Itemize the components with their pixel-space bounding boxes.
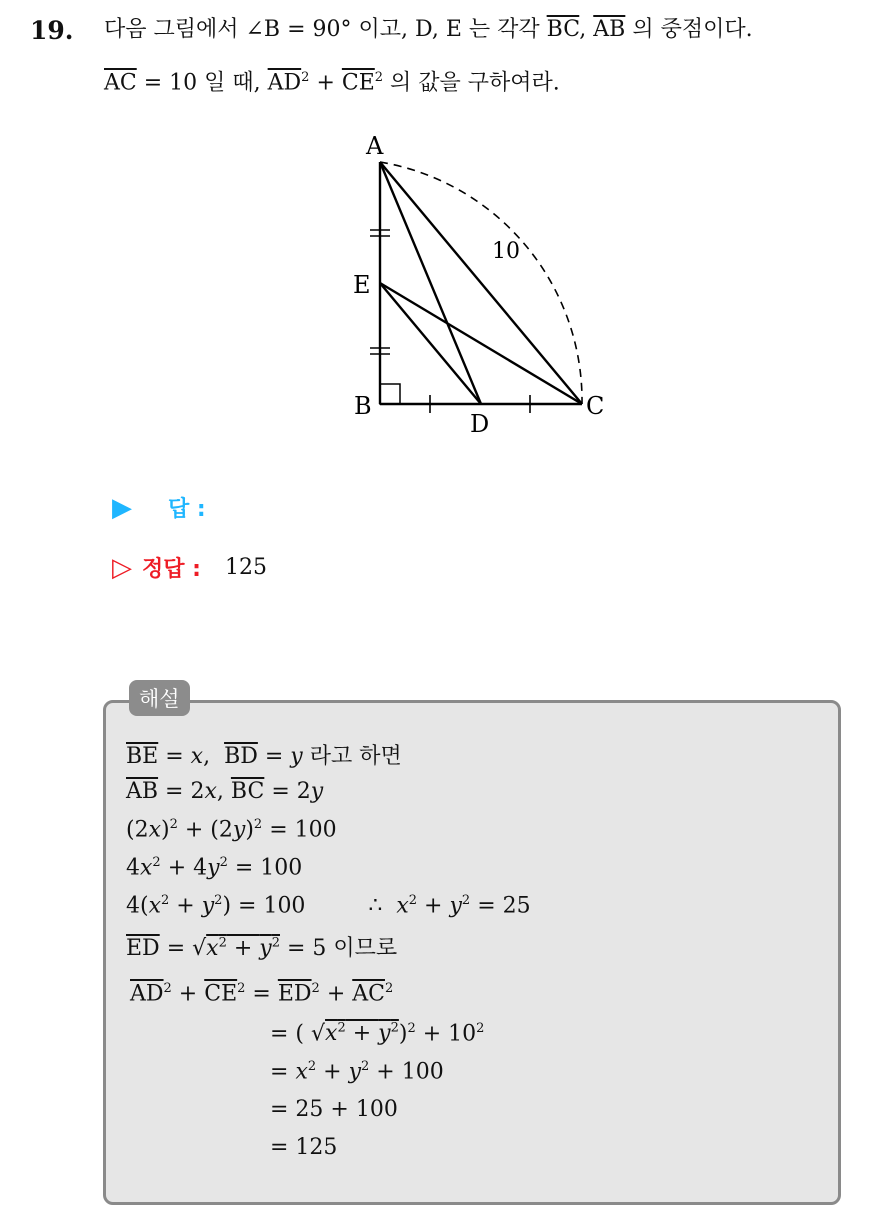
segment-ce xyxy=(380,283,582,404)
solution-line-8: = ( $√x^2 + y^2)^2 + 10^2$ xyxy=(270,1021,485,1047)
segment-ad xyxy=(380,162,481,404)
label-a: A xyxy=(366,132,384,160)
solution-line-4: $4x^2 + 4y^2 = 100$ xyxy=(126,855,303,881)
problem-line-1: 다음 그림에서 ∠B = 90° 이고, D, E 는 각각 $\overline{BC}$, $\overline{AB}$ 의 중점이다. xyxy=(104,17,753,42)
solution-line-9: = $x^2 + y^2 + 100$ xyxy=(270,1059,444,1085)
solution-line-3: $(2x)^2 + (2y)^2 = 100$ xyxy=(126,817,337,843)
solution-line-2: $\overline{AB} = 2x$, $\overline{BC} = 2y$ xyxy=(126,779,324,804)
correct-label: 정답 : xyxy=(142,557,201,582)
segment-ed xyxy=(380,283,481,404)
solution-line-6: $\overline{ED} = √x^2 + y^2 = 5$ 이므로 xyxy=(126,935,398,961)
solution-line-5: $4(x^2 + y^2) = 100$ ∴ $x^2 + y^2 = 25$ xyxy=(126,893,531,919)
play-triangle-icon: ▶ xyxy=(112,492,132,523)
solution-line-1: $\overline{BE} = x$, $\overline{BD} = y$ 라고 하면 xyxy=(126,744,402,769)
outline-triangle-icon: ▷ xyxy=(112,552,132,583)
problem-line-2: $\overline{AC} = 10$ 일 때, $\overline{AD}^2 + \overline{CE}^2$ 의 값을 구하여라. xyxy=(104,70,560,96)
label-d: D xyxy=(470,410,490,438)
solution-line-11: = 125 xyxy=(270,1135,338,1160)
label-c: C xyxy=(586,392,605,420)
answer-row xyxy=(112,492,220,523)
correct-value: 125 xyxy=(224,555,267,580)
solution-line-7: $\overline{AD}^2 + \overline{CE}^2 = \overline{ED}^2 + \overline{AC}^2$ xyxy=(130,981,394,1007)
label-e: E xyxy=(353,271,371,299)
label-b: B xyxy=(354,392,372,420)
answer-label: 답 : xyxy=(168,497,206,522)
solution-box xyxy=(103,700,841,1205)
solution-line-10: = 25 + 100 xyxy=(270,1097,398,1122)
problem-number: 19. xyxy=(30,16,74,45)
correct-answer-row xyxy=(112,552,267,583)
solution-tag: 해설 xyxy=(129,680,190,716)
arc-length-label: 10 xyxy=(492,239,520,264)
right-angle-mark xyxy=(380,384,400,404)
triangle-figure xyxy=(340,130,630,440)
